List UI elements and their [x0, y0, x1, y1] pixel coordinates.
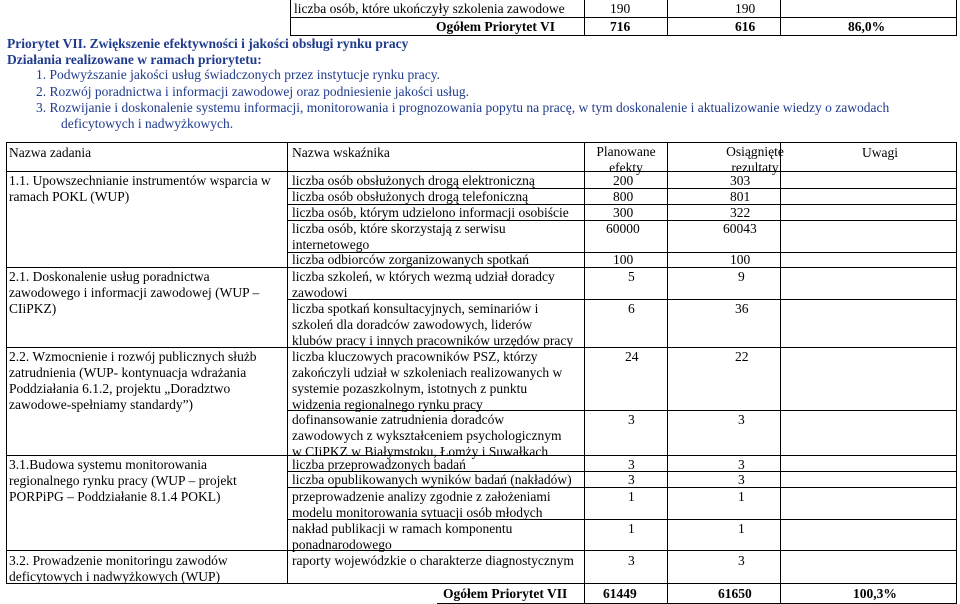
achieved-value: 9	[738, 269, 745, 284]
indicator-row: liczba opublikowanych wyników badań (nakładów)	[292, 472, 572, 487]
priority-item-2: 2. Rozwój poradnictwa i informacji zawodowej oraz podniesienie jakości usług.	[36, 84, 470, 99]
indicator-row: przeprowadzenie analizy zgodnie z założeniami modelu monitorowania sytuacji osób młodych	[292, 489, 551, 520]
planned-value: 1	[628, 521, 635, 536]
indicator-row: liczba przeprowadzonych badań	[292, 457, 466, 472]
task-3-1: 3.1.Budowa systemu monitorowania regionalnego rynku pracy (WUP – projekt PORPiPG – Poddziałanie 8.1.4 POKL)	[9, 457, 237, 504]
header-achieved: Osiągnięte rezultaty	[726, 144, 784, 175]
planned-value: 6	[628, 301, 635, 316]
indicator-row: dofinansowanie zatrudnienia doradców zawodowych z wykształceniem psychologicznym w CIiPKZ w Białymstoku, Łomży i Suwałkach	[292, 412, 562, 459]
total-priority-vi-achieved: 616	[735, 19, 756, 34]
planned-value: 60000	[606, 221, 640, 236]
task-2-2: 2.2. Wzmocnienie i rozwój publicznych służb zatrudnienia (WUP- kontynuacja wdrażania Poddziałania 6.1.2, projektu „Doradztwo zawodowe-spełniamy standardy”)	[9, 349, 257, 412]
planned-value: 3	[628, 553, 635, 568]
indicator-row: liczba odbiorców zorganizowanych spotkań	[292, 252, 530, 267]
indicator-row: liczba osób, które skorzystają z serwisu internetowego	[292, 221, 506, 252]
achieved-value: 303	[730, 173, 751, 188]
total-priority-vii-achieved: 61650	[718, 586, 752, 601]
header-notes: Uwagi	[862, 145, 898, 160]
achieved-value: 3	[738, 412, 745, 427]
priority-subtitle: Działania realizowane w ramach priorytetu:	[7, 52, 262, 67]
total-priority-vi-label: Ogółem Priorytet VI	[436, 19, 555, 34]
indicator-row: liczba osób obsłużonych drogą telefoniczną	[292, 189, 529, 204]
priority-item-3-cont: deficytowych i nadwyżkowych.	[61, 116, 234, 131]
indicator-row: nakład publikacji w ramach komponentu ponadnarodowego	[292, 521, 513, 552]
achieved-value: 60043	[723, 221, 757, 236]
achieved-value: 100	[730, 252, 751, 267]
priority-title: Priorytet VII. Zwiększenie efektywności i jakości obsługi rynku pracy	[7, 36, 409, 51]
planned-value: 24	[625, 349, 639, 364]
total-priority-vi-percent: 86,0%	[848, 19, 886, 34]
header-task-name: Nazwa zadania	[9, 145, 92, 160]
planned-value: 300	[613, 205, 634, 220]
planned-value: 200	[613, 173, 634, 188]
total-priority-vii-label: Ogółem Priorytet VII	[443, 586, 568, 601]
header-planned: Planowane efekty	[596, 144, 656, 175]
header-indicator-name: Nazwa wskaźnika	[292, 145, 390, 160]
indicator-row: liczba spotkań konsultacyjnych, seminariów i szkoleń dla doradców zawodowych, liderów klubów pracy i innych pracowników urzędów pracy	[292, 301, 574, 348]
top-row-value-planned: 190	[610, 1, 631, 16]
priority-item-1: 1. Podwyższanie jakości usług świadczonych przez instytucje rynku pracy.	[36, 67, 441, 82]
total-priority-vii-planned: 61449	[603, 586, 637, 601]
planned-value: 1	[628, 489, 635, 504]
planned-value: 800	[613, 189, 634, 204]
achieved-value: 3	[738, 457, 745, 472]
planned-value: 100	[613, 252, 634, 267]
achieved-value: 36	[735, 301, 749, 316]
indicator-row: liczba osób, którym udzielono informacji osobiście	[292, 205, 569, 220]
indicator-row: liczba osób obsłużonych drogą elektroniczną	[292, 173, 535, 188]
achieved-value: 801	[730, 189, 751, 204]
top-row-label: liczba osób, które ukończyły szkolenia zawodowe	[294, 1, 565, 16]
indicator-row: raporty wojewódzkie o charakterze diagnostycznym	[292, 553, 574, 568]
indicator-row: liczba szkoleń, w których wezmą udział doradcy zawodowi	[292, 269, 555, 300]
achieved-value: 22	[735, 349, 749, 364]
priority-item-3: 3. Rozwijanie i doskonalenie systemu informacji, monitorowania i prognozowania popytu na pracę, w tym doskonalenie i aktualizowanie wiedzy o zawodach	[36, 100, 890, 115]
achieved-value: 3	[738, 472, 745, 487]
top-row-value-achieved: 190	[735, 1, 756, 16]
achieved-value: 322	[730, 205, 751, 220]
task-3-2: 3.2. Prowadzenie monitoringu zawodów deficytowych i nadwyżkowych (WUP)	[9, 553, 228, 584]
planned-value: 3	[628, 472, 635, 487]
planned-value: 3	[628, 457, 635, 472]
planned-value: 5	[628, 269, 635, 284]
task-1-1: 1.1. Upowszechnianie instrumentów wsparcia w ramach POKL (WUP)	[9, 173, 271, 204]
planned-value: 3	[628, 412, 635, 427]
achieved-value: 3	[738, 553, 745, 568]
total-priority-vi-planned: 716	[610, 19, 631, 34]
achieved-value: 1	[738, 489, 745, 504]
achieved-value: 1	[738, 521, 745, 536]
task-2-1: 2.1. Doskonalenie usług poradnictwa zawodowego i informacji zawodowej (WUP – CIiPKZ)	[9, 269, 260, 316]
indicator-row: liczba kluczowych pracowników PSZ, którzy zakończyli udział w szkoleniach realizowanych w systemie pozaszkolnym, istotnych z punktu widzenia regionalnego rynku pracy	[292, 349, 563, 412]
total-priority-vii-percent: 100,3%	[853, 586, 897, 601]
